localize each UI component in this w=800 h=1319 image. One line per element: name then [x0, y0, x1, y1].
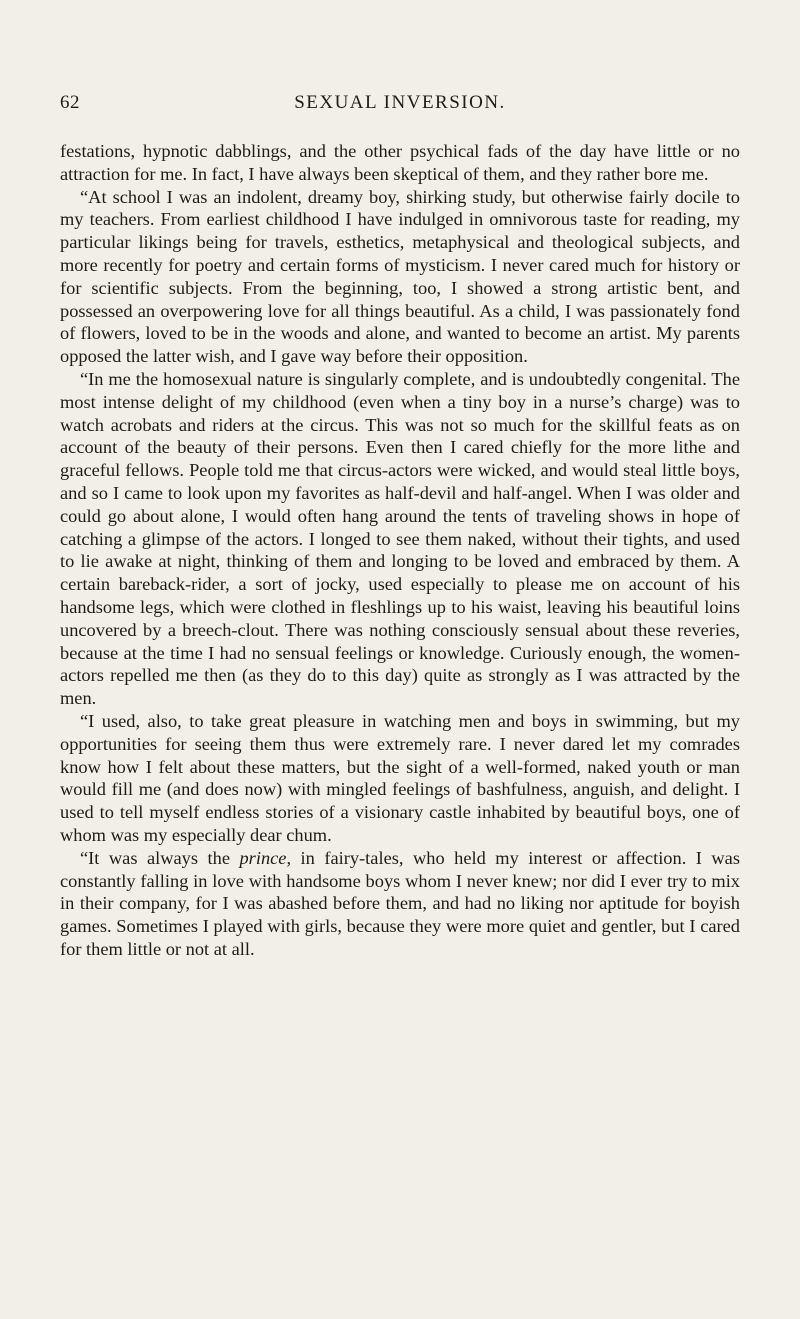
paragraph [60, 847, 740, 961]
paragraph-text: “It was always the [80, 847, 240, 868]
page-number: 62 [60, 92, 80, 113]
paragraph: “I used, also, to take great pleasure in watching men and boys in swimming, but my opportunities for seeing them thus were extremely rare. I never dared let my comrades know how I felt about these matters, but the sight of a well-formed, naked youth or man would fill me (and does now) with mingled feelings of bashfulness, anguish, and delight. I used to tell myself endless stories of a visionary castle inhabited by beautiful boys, one of whom was my especially dear chum. [60, 710, 740, 845]
running-head: SEXUAL INVERSION. [294, 92, 506, 113]
italic-word: prince [239, 847, 287, 868]
paragraph: “In me the homosexual nature is singularly complete, and is undoubtedly congenital. The most intense delight of my childhood (even when a tiny boy in a nurse’s charge) was to watch acrobats and riders at the circus. This was not so much for the skillful feats as on account of the beauty of their persons. Even then I cared chiefly for the more lithe and graceful fellows. People told me that circus-actors were wicked, and would steal little boys, and so I came to look upon my favorites as half-devil and half-angel. When I was older and could go about alone, I would often hang around the tents of traveling shows in hope of catching a glimpse of the actors. I longed to see them naked, without their tights, and used to lie awake at night, thinking of them and longing to be loved and embraced by them. A certain bareback-rider, a sort of jocky, used especially to please me on account of his handsome legs, which were clothed in fleshlings up to his waist, leaving his beautiful loins uncovered by a breech-clout. There was nothing consciously sensual about these reveries, because at the time I had no sensual feelings or knowledge. Curiously enough, the women-actors repelled me then (as they do to this day) quite as strongly as I was attracted by the men. [60, 368, 740, 709]
body-text [60, 140, 740, 961]
paragraph: “At school I was an indolent, dreamy boy, shirking study, but otherwise fairly docile to my teachers. From earliest childhood I have indulged in omnivorous taste for reading, my particular likings being for travels, esthetics, metaphysical and theological subjects, and more recently for poetry and certain forms of mysticism. I never cared much for history or for scientific subjects. From the beginning, too, I showed a strong artistic bent, and possessed an overpowering love for all things beautiful. As a child, I was passionately fond of flowers, loved to be in the woods and alone, and wanted to become an artist. My parents opposed the latter wish, and I gave way before their opposition. [60, 186, 740, 367]
page-header [60, 92, 740, 116]
paragraph: festations, hypnotic dabblings, and the other psychical fads of the day have little or no attraction for me. In fact, I have always been skeptical of them, and they rather bore me. [60, 141, 740, 184]
paragraph-text: , in fairy-tales, who held my interest or affection. I was constantly falling in love with handsome boys whom I never knew; nor did I ever try to mix in their company, for I was abashed before them, and had no liking nor aptitude for boyish games. Sometimes I played with girls, because they were more quiet and gentler, but I cared for them little or not at all. [60, 847, 740, 959]
